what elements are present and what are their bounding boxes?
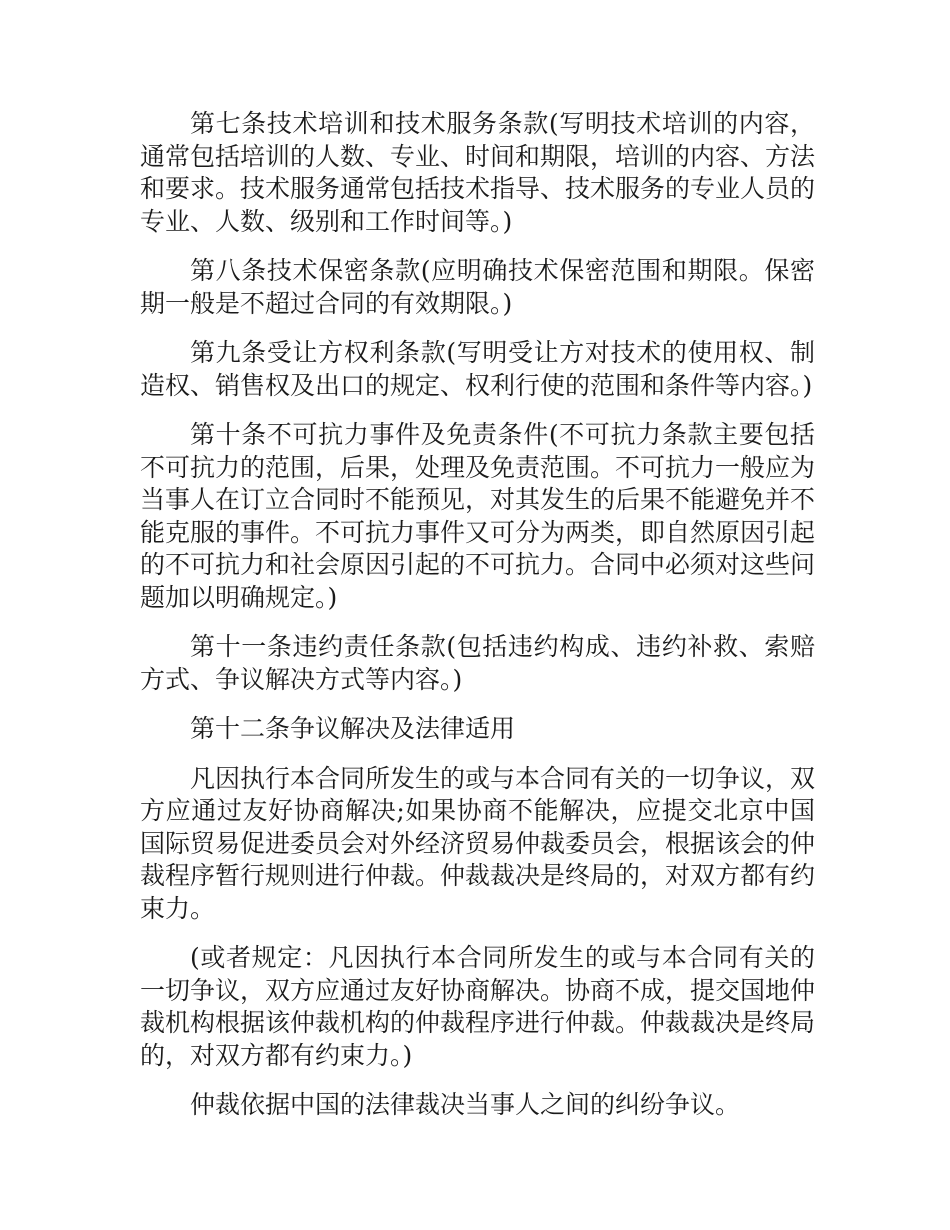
paragraph-article-11: 第十一条违约责任条款(包括违约构成、违约补救、索赔方式、争议解决方式等内容。) <box>140 632 815 694</box>
paragraph-article-9: 第九条受让方权利条款(写明受让方对技术的使用权、制造权、销售权及出口的规定、权利行使的范围和条件等内容。) <box>140 338 815 400</box>
paragraph-article-7: 第七条技术培训和技术服务条款(写明技术培训的内容，通常包括培训的人数、专业、时间和期限，培训的内容、方法和要求。技术服务通常包括技术指导、技术服务的专业人员的专业、人数、级别和工作时间等。) <box>140 109 816 236</box>
paragraph-arbitration-clause: 凡因执行本合同所发生的或与本合同有关的一切争议，双方应通过友好协商解决;如果协商不能解决，应提交北京中国国际贸易促进委员会对外经济贸易仲裁委员会，根据该会的仲裁程序暂行规则进行仲裁。仲裁裁决是终局的，对双方都有约束力。 <box>140 763 816 923</box>
paragraph-article-10: 第十条不可抗力事件及免责条件(不可抗力条款主要包括不可抗力的范围，后果，处理及免责范围。不可抗力一般应为当事人在订立合同时不能预见，对其发生的后果不能避免并不能克服的事件。不可抗力事件又可分为两类，即自然原因引起的不可抗力和社会原因引起的不可抗力。合同中必须对这些问题加以明确规定。) <box>140 420 816 612</box>
paragraph-alternative-clause: (或者规定：凡因执行本合同所发生的或与本合同有关的一切争议，双方应通过友好协商解决。协商不成，提交国地仲裁机构根据该仲裁机构的仲裁程序进行仲裁。仲裁裁决是终局的，对双方都有约束力。) <box>140 943 816 1070</box>
paragraph-article-12-heading: 第十二条争议解决及法律适用 <box>190 714 516 743</box>
document-body <box>140 108 815 1139</box>
paragraph-article-8: 第八条技术保密条款(应明确技术保密范围和期限。保密期一般是不超过合同的有效期限。) <box>140 256 815 318</box>
paragraph-governing-law: 仲裁依据中国的法律裁决当事人之间的纠纷争议。 <box>190 1090 741 1119</box>
